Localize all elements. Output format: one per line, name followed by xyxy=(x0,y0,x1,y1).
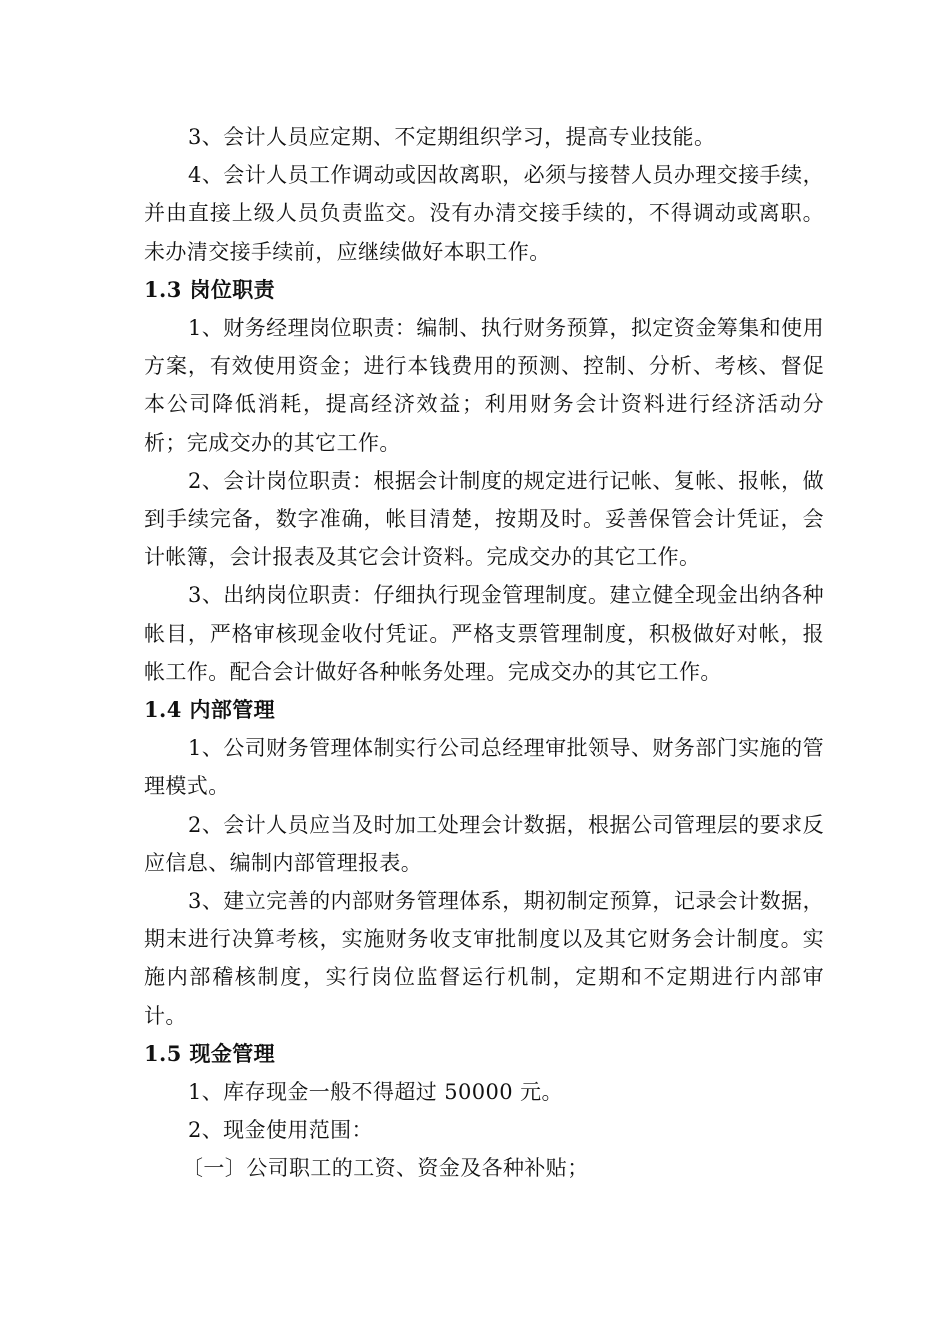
paragraph-finance-manager-duties: 1、财务经理岗位职责：编制、执行财务预算，拟定资金筹集和使用方案，有效使用资金；进行本钱费用的预测、控制、分析、考核、督促本公司降低消耗，提高经济效益；利用财务会计资料进行经济活动分析；完成交办的其它工作。 xyxy=(144,316,824,455)
paragraph-management-system: 1、公司财务管理体制实行公司总经理审批领导、财务部门实施的管理模式。 xyxy=(144,736,824,799)
section-heading-1-4: 1.4 内部管理 xyxy=(144,697,276,723)
document-body xyxy=(144,118,824,1188)
list-item-salary: 〔一〕公司职工的工资、资金及各种补贴； xyxy=(182,1156,589,1181)
paragraph-internal-system: 3、建立完善的内部财务管理体系，期初制定预算，记录会计数据，期末进行决算考核，实施财务收支审批制度以及其它财务会计制度。实施内部稽核制度，实行岗位监督运行机制，定期和不定期进行内部审计。 xyxy=(144,889,824,1028)
paragraph-cashier-duties: 3、出纳岗位职责：仔细执行现金管理制度。建立健全现金出纳各种帐目，严格审核现金收付凭证。严格支票管理制度，积极做好对帐，报帐工作。配合会计做好各种帐务处理。完成交办的其它工作。 xyxy=(144,583,824,684)
paragraph-cash-scope: 2、现金使用范围： xyxy=(188,1118,373,1143)
paragraph-accountant-duties: 2、会计岗位职责：根据会计制度的规定进行记帐、复帐、报帐，做到手续完备，数字准确，帐目清楚，按期及时。妥善保管会计凭证，会计帐簿，会计报表及其它会计资料。完成交办的其它工作。 xyxy=(144,468,824,570)
section-heading-1-3: 1.3 岗位职责 xyxy=(144,276,276,302)
paragraph-study: 3、会计人员应定期、不定期组织学习，提高专业技能。 xyxy=(188,125,716,149)
paragraph-handover: 4、会计人员工作调动或因故离职，必须与接替人员办理交接手续，并由直接上级人员负责监交。没有办清交接手续的，不得调动或离职。未办清交接手续前，应继续做好本职工作。 xyxy=(144,163,824,264)
section-heading-1-5: 1.5 现金管理 xyxy=(144,1040,276,1066)
paragraph-data-processing: 2、会计人员应当及时加工处理会计数据，根据公司管理层的要求反应信息、编制内部管理报表。 xyxy=(144,812,824,875)
paragraph-cash-limit: 1、库存现金一般不得超过 50000 元。 xyxy=(188,1080,563,1105)
